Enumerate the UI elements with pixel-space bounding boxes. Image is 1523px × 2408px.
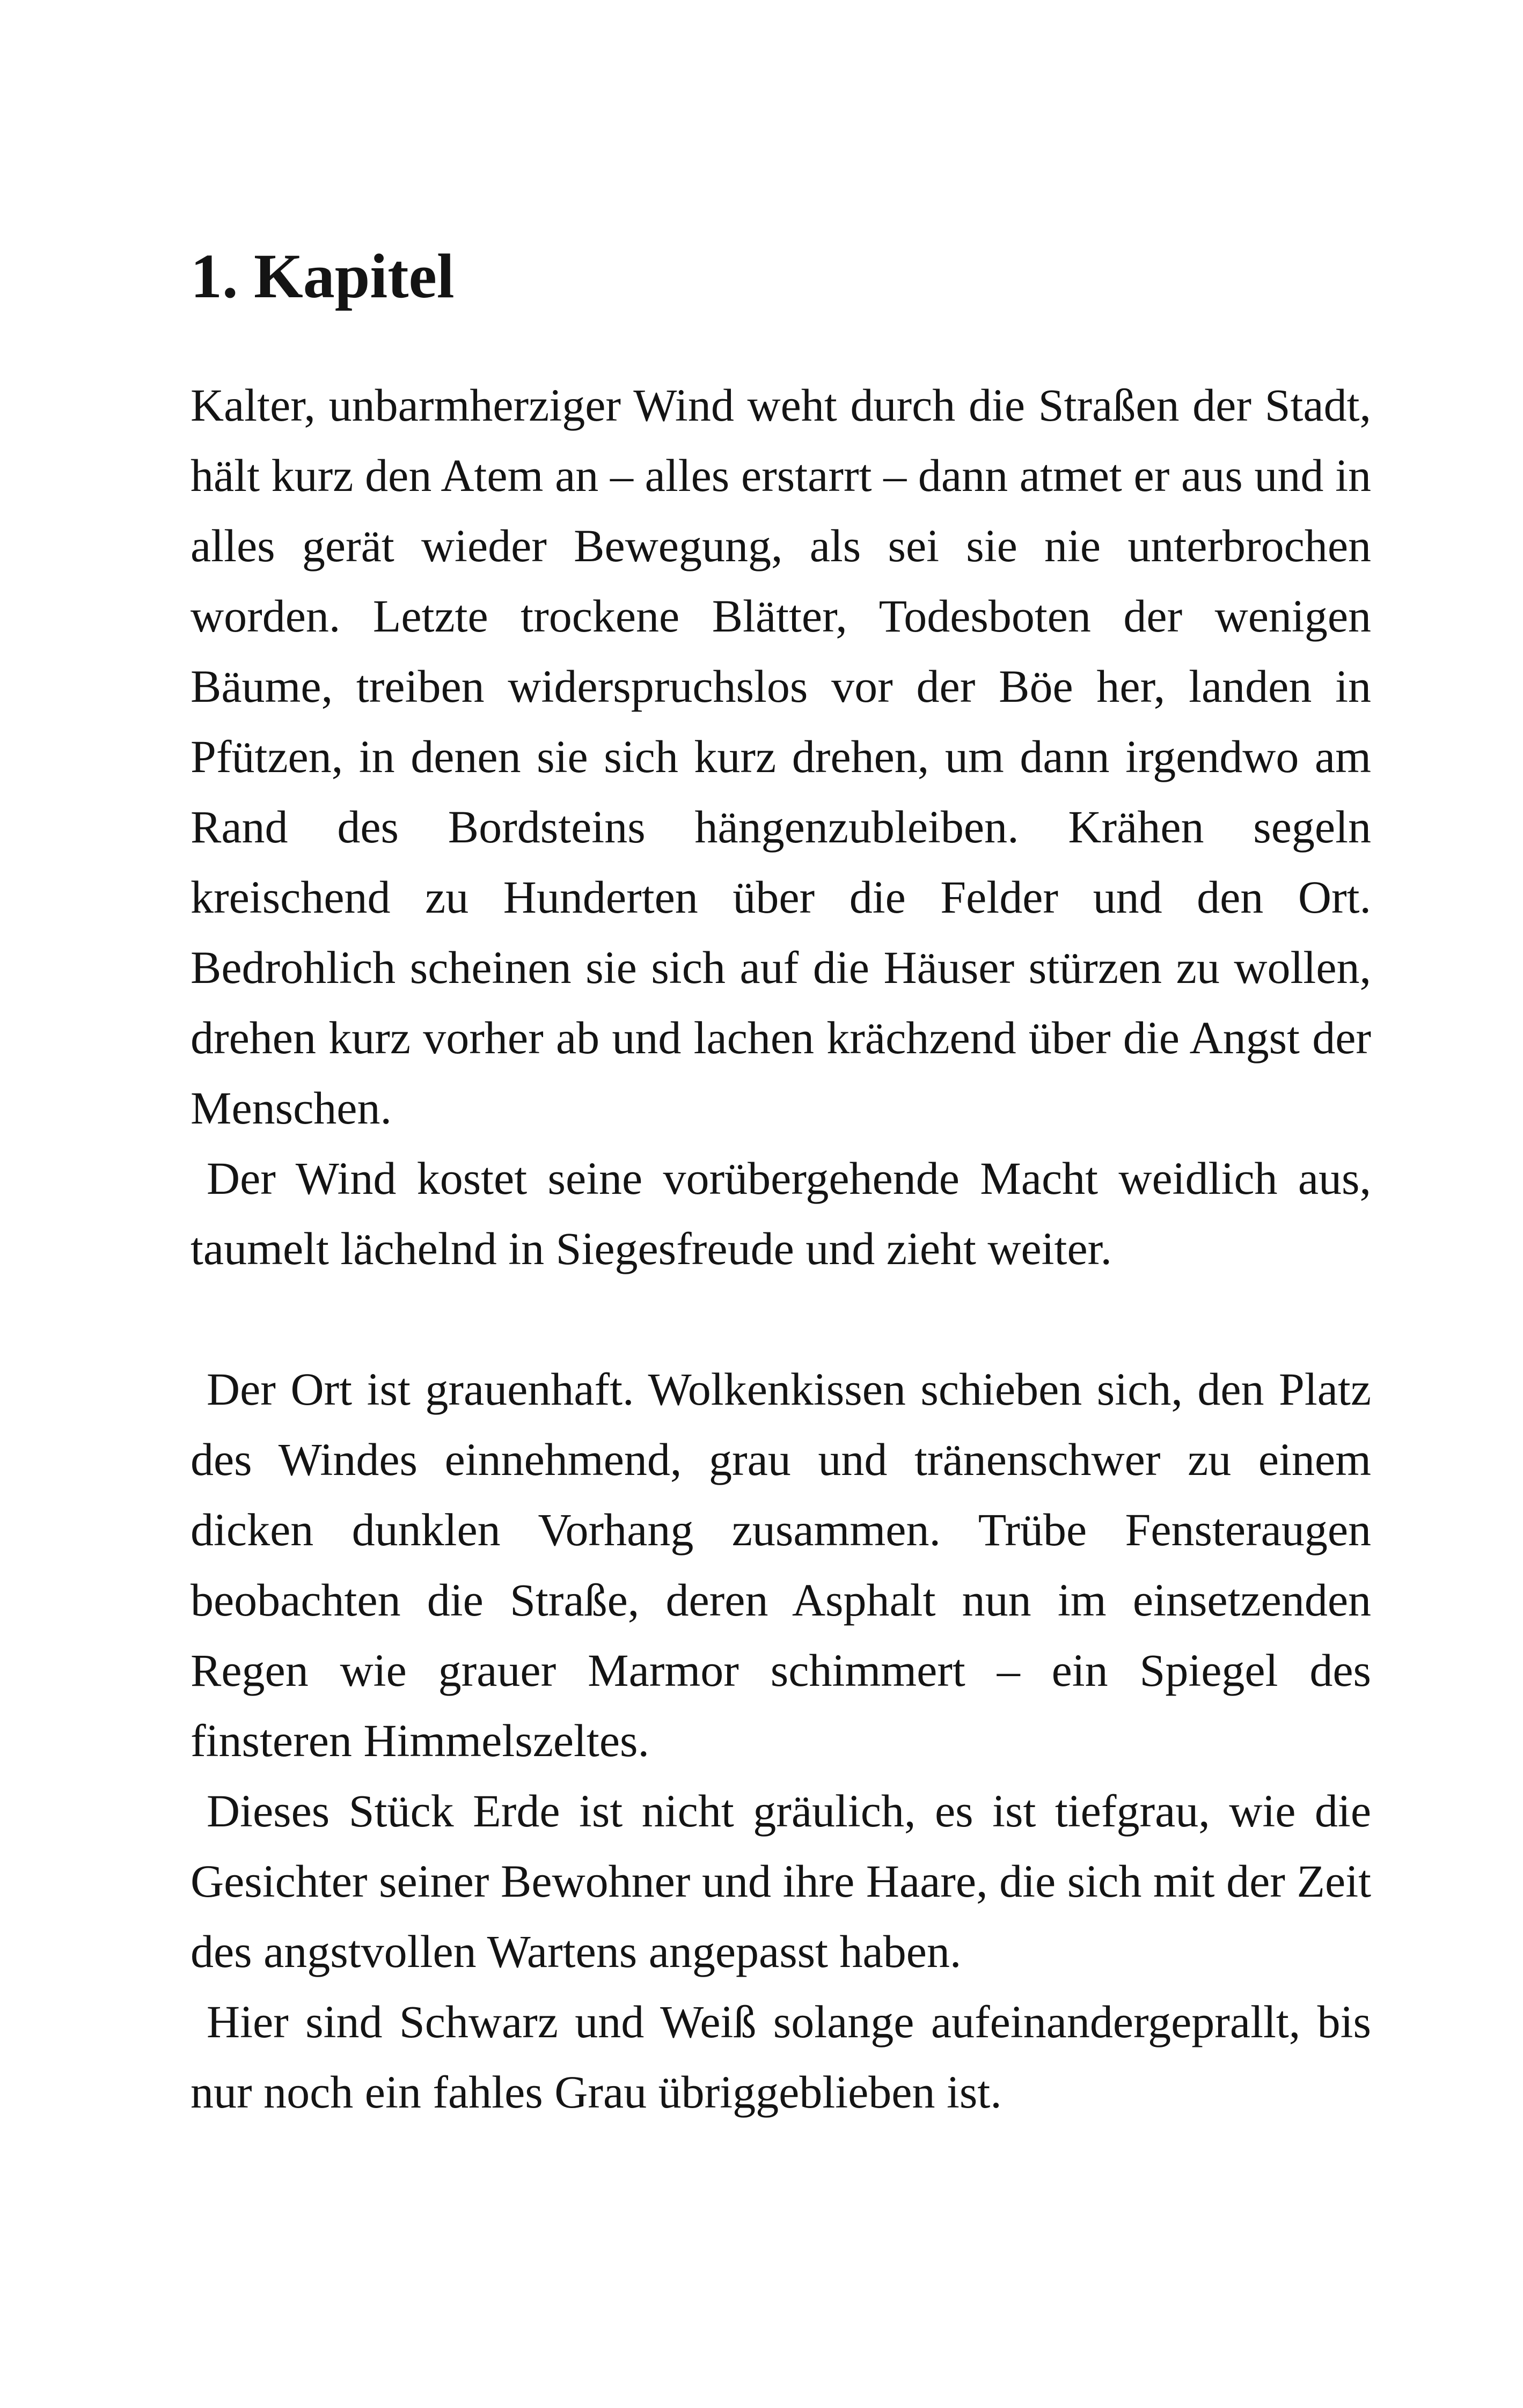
chapter-title: 1. Kapitel — [191, 241, 455, 311]
paragraph-grey-earth: Dieses Stück Erde ist nicht gräulich, es ist tiefgrau, wie die Gesichter seiner Bewohner und ihre Haare, die sich mit der Zeit des angstvollen Wartens angepasst haben. — [191, 1785, 1371, 1977]
paragraph-wind-leaves: Der Wind kostet seine vorübergehende Macht weidlich aus, taumelt lächelnd in Siegesfreude und zieht weiter. — [191, 1152, 1371, 1274]
chapter-body — [191, 370, 1371, 2127]
paragraph-town: Der Ort ist grauenhaft. Wolkenkissen schieben sich, den Platz des Windes einnehmend, grau und tränenschwer zu einem dicken dunklen Vorhang zusammen. Trübe Fensteraugen beobachten die Straße, deren Asphalt nun im einsetzenden Regen wie grauer Marmor schimmert – ein Spiegel des finsteren Himmelszeltes. — [191, 1363, 1371, 1766]
paragraph-black-white: Hier sind Schwarz und Weiß solange aufeinandergeprallt, bis nur noch ein fahles Grau übriggeblieben ist. — [191, 1996, 1371, 2118]
paragraph-wind: Kalter, unbarmherziger Wind weht durch die Straßen der Stadt, hält kurz den Atem an – alles erstarrt – dann atmet er aus und in alles gerät wieder Bewegung, als sei sie nie unterbrochen worden. Letzte trockene Blätter, Todesboten der wenigen Bäume, treiben widerspruchslos vor der Böe her, landen in Pfützen, in denen sie sich kurz drehen, um dann irgendwo am Rand des Bordsteins hängenzubleiben. Krähen segeln kreischend zu Hunderten über die Felder und den Ort. Bedrohlich scheinen sie sich auf die Häuser stürzen zu wollen, drehen kurz vorher ab und lachen krächzend über die Angst der Menschen. — [191, 379, 1371, 1134]
section-break — [191, 1284, 1371, 1354]
